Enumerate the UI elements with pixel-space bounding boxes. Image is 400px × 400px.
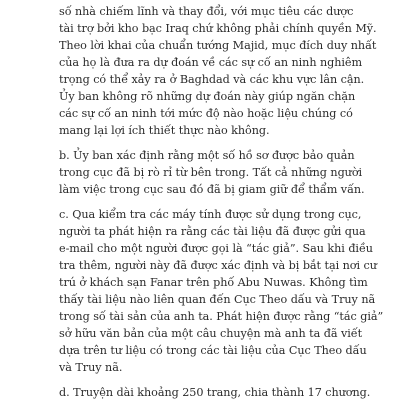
text-line: sở hữu văn bản của một câu chuyện mà anh ta đã viết xyxy=(59,327,363,340)
text-line: Ủy ban không rõ những dự đoán này giúp ngăn chặn xyxy=(59,90,356,103)
text-line: người ta phát hiện ra rằng các tài liệu đã được gửi qua xyxy=(59,225,366,238)
text-line: mang lại lợi ích thiết thực nào không. xyxy=(59,124,270,137)
text-line: các sự cố an ninh tới mức độ nào hoặc liệu chúng có xyxy=(59,107,353,120)
text-line: b. Ủy ban xác định rằng một số hồ sơ được bảo quản xyxy=(59,149,355,162)
text-line: trong cục đã bị rò rỉ từ bên trong. Tất cả những người xyxy=(59,166,363,179)
text-line: thấy tài liệu nào liên quan đến Cục Theo dấu và Truy nã xyxy=(59,293,376,306)
text-line: tra thêm, người này đã được xác định và bị bắt tại nơi cư xyxy=(59,259,377,272)
text-line: của họ là đưa ra dự đoán về các sự cố an ninh nghiêm xyxy=(59,56,363,69)
text-line: tài trợ bởi kho bạc Iraq chứ không phải chính quyền Mỹ. xyxy=(59,22,377,35)
text-line: trong số tài sản của anh ta. Phát hiện được rằng “tác giả” xyxy=(59,310,384,323)
text-line: và Truy nã. xyxy=(59,361,123,374)
text-line: dựa trên tư liệu có trong các tài liệu của Cục Theo dấu xyxy=(59,344,367,357)
text-line: trọng có thể xảy ra ở Baghdad và các khu vực lân cận. xyxy=(59,73,365,86)
text-line: e-mail cho một người được gọi là “tác giả”. Sau khi điều xyxy=(59,242,373,255)
text-line: trú ở khách sạn Fanar trên phố Abu Nuwas. Không tìm xyxy=(59,276,368,289)
text-line: c. Qua kiểm tra các máy tính được sử dụng trong cục, xyxy=(59,208,362,221)
text-line: làm việc trong cục sau đó đã bị giam giữ để thẩm vấn. xyxy=(59,183,365,196)
text-line: Theo lời khai của chuẩn tướng Majid, mục đích duy nhất xyxy=(59,39,377,52)
text-line: số nhà chiếm lĩnh và thay đổi, với mục tiêu các dược xyxy=(59,5,354,18)
text-line: d. Truyện dài khoảng 250 trang, chia thành 17 chương. xyxy=(59,386,371,399)
